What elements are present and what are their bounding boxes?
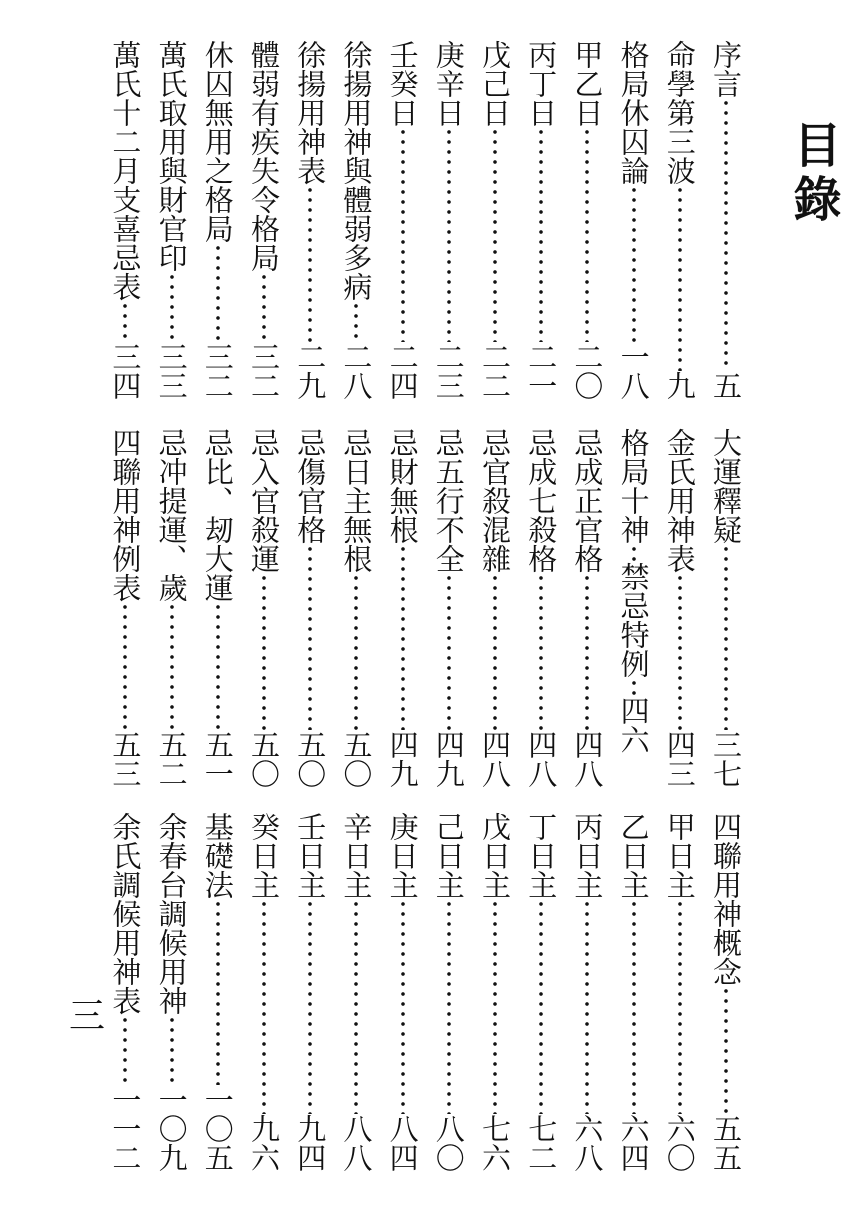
- dot-leader: [260, 272, 268, 342]
- entry-page-number: 六〇: [662, 1114, 697, 1172]
- entry-page-number: 五三: [108, 730, 143, 788]
- entry-title: 戊己日: [478, 40, 512, 127]
- dot-leader: [583, 899, 591, 1114]
- dot-leader: [722, 986, 730, 1114]
- toc-entry: [704, 812, 748, 1172]
- entry-title: 忌五行不全: [431, 428, 466, 573]
- page-title: 目錄: [785, 120, 841, 228]
- entry-title: 徐揚用神表: [293, 40, 328, 185]
- toc-entry: [334, 812, 378, 1172]
- toc-entry: [427, 428, 471, 788]
- entry-page-number: 一八: [616, 342, 651, 400]
- dot-leader: [537, 899, 545, 1114]
- entry-title: 余氏調候用神表: [108, 812, 143, 1015]
- dot-leader: [630, 185, 638, 342]
- entry-page-number: 五五: [709, 1114, 743, 1172]
- toc-entry: [473, 812, 517, 1172]
- toc-entry: [381, 40, 425, 400]
- dot-leader: [352, 573, 360, 730]
- dot-leader: [676, 573, 684, 730]
- entry-title: 丙日主: [570, 812, 605, 899]
- toc-entry: [381, 428, 425, 788]
- dot-leader: [491, 573, 499, 730]
- toc-entry: [704, 428, 748, 788]
- entry-title: 格局休囚論: [616, 40, 651, 185]
- entry-page-number: 一〇五: [200, 1085, 235, 1172]
- dot-leader: [491, 127, 499, 342]
- dot-leader: [352, 301, 360, 342]
- toc-entry: [150, 428, 194, 788]
- dot-leader: [121, 1015, 129, 1085]
- dot-leader: [306, 544, 314, 730]
- entry-title: 命學第三波: [662, 40, 697, 185]
- entry-title: 戊日主: [478, 812, 512, 899]
- entry-page-number: 四八: [478, 730, 512, 788]
- toc-column-3: [0, 812, 860, 1172]
- entry-page-number: 六八: [570, 1114, 605, 1172]
- entry-page-number: 二二: [478, 342, 512, 400]
- dot-leader: [399, 544, 407, 730]
- toc-entry: [565, 812, 609, 1172]
- toc-entry: [334, 40, 378, 400]
- entry-page-number: 三二: [247, 342, 281, 400]
- entry-title: 忌日主無根: [339, 428, 374, 573]
- dot-leader: [537, 573, 545, 730]
- toc-entry: [288, 812, 332, 1172]
- entry-page-number: 四九: [385, 730, 420, 788]
- entry-page-number: 二四: [385, 342, 420, 400]
- dot-leader: [583, 127, 591, 342]
- entry-page-number: 五二: [154, 730, 189, 788]
- entry-title: 忌比、刼大運: [200, 428, 235, 602]
- dot-leader: [583, 573, 591, 730]
- entry-page-number: 四八: [524, 730, 559, 788]
- toc-entry: [150, 40, 194, 400]
- toc-entry: [658, 812, 702, 1172]
- entry-page-number: 七二: [524, 1114, 559, 1172]
- entry-page-number: 六四: [616, 1114, 651, 1172]
- dot-leader: [676, 899, 684, 1114]
- dot-leader: [445, 899, 453, 1114]
- entry-title: 忌冲提運、歲: [154, 428, 189, 602]
- dot-leader: [630, 544, 638, 562]
- entry-title: 丁日主: [524, 812, 559, 899]
- entry-page-number: 二八: [339, 342, 374, 400]
- toc-entry: [288, 428, 332, 788]
- page-number: 三: [68, 996, 105, 1037]
- toc-entry: [103, 428, 147, 788]
- entry-page-number: 三三: [154, 342, 189, 400]
- entry-page-number: 四六: [616, 696, 651, 754]
- dot-leader: [214, 602, 222, 730]
- entry-page-number: 九六: [247, 1114, 281, 1172]
- entry-page-number: 八〇: [431, 1114, 466, 1172]
- entry-title: 體弱有疾失令格局: [247, 40, 281, 272]
- entry-page-number: 二三: [431, 342, 466, 400]
- dot-leader: [121, 602, 129, 730]
- dot-leader: [214, 243, 222, 342]
- toc-entry: [612, 40, 656, 400]
- entry-title: 金氏用神表: [662, 428, 697, 573]
- dot-leader: [399, 899, 407, 1114]
- entry-page-number: 七六: [478, 1114, 512, 1172]
- entry-title: 甲日主: [662, 812, 697, 899]
- entry-title: 四聯用神概念: [709, 812, 743, 986]
- dot-leader: [445, 127, 453, 342]
- entry-page-number: 九四: [293, 1114, 328, 1172]
- toc-entry: [473, 40, 517, 400]
- toc-entry: [658, 40, 702, 400]
- dot-leader: [722, 98, 730, 371]
- toc-entry: [519, 812, 563, 1172]
- entry-title: 大運釋疑: [709, 428, 743, 544]
- entry-page-number: 四九: [431, 730, 466, 788]
- toc-entry: [704, 40, 748, 400]
- entry-page-number: 二一: [524, 342, 559, 400]
- dot-leader: [537, 127, 545, 342]
- entry-title: 忌成正官格: [570, 428, 605, 573]
- entry-title: 辛日主: [339, 812, 374, 899]
- dot-leader: [722, 544, 730, 730]
- dot-leader: [260, 899, 268, 1114]
- entry-title: 格局十神: [616, 428, 651, 544]
- entry-page-number: 二〇: [570, 342, 605, 400]
- toc-entry: [196, 40, 240, 400]
- dot-leader: [214, 899, 222, 1085]
- toc-entry: [565, 428, 609, 788]
- entry-page-number: 五: [709, 371, 743, 400]
- entry-title: 忌傷官格: [293, 428, 328, 544]
- entry-title: 忌財無根: [385, 428, 420, 544]
- toc-entry: [473, 428, 517, 788]
- dot-leader: [352, 899, 360, 1114]
- dot-leader: [168, 602, 176, 730]
- entry-title: 庚辛日: [431, 40, 466, 127]
- toc-entry: [103, 40, 147, 400]
- dot-leader: [121, 301, 129, 342]
- toc-entry: [519, 428, 563, 788]
- entry-page-number: 二九: [293, 342, 328, 400]
- entry-title: 乙日主: [616, 812, 651, 899]
- entry-title: 余春台調候用神: [154, 812, 189, 1015]
- entry-page-number: 八四: [385, 1114, 420, 1172]
- toc-entry: [658, 428, 702, 788]
- entry-page-number: 九: [662, 371, 697, 400]
- toc-entry: [242, 812, 286, 1172]
- dot-leader: [630, 899, 638, 1114]
- entry-page-number: 一一二: [108, 1085, 143, 1172]
- entry-page-number: 五〇: [339, 730, 374, 788]
- entry-page-number: 三二: [200, 342, 235, 400]
- toc-entry: [196, 812, 240, 1172]
- entry-title: 壬癸日: [385, 40, 420, 127]
- dot-leader: [168, 1015, 176, 1085]
- toc-entry: [565, 40, 609, 400]
- entry-title: 壬日主: [293, 812, 328, 899]
- toc-entry: [427, 812, 471, 1172]
- toc-entry: [242, 428, 286, 788]
- dot-leader: [676, 185, 684, 371]
- entry-title: 序言: [709, 40, 743, 98]
- entry-title: 基礎法: [200, 812, 235, 899]
- toc-entry: [612, 428, 656, 788]
- entry-title: 徐揚用神與體弱多病: [339, 40, 374, 301]
- toc-column-1: [0, 40, 860, 400]
- entry-title: 忌官殺混雜: [478, 428, 512, 573]
- entry-page-number: 四三: [662, 730, 697, 788]
- toc-entry: [612, 812, 656, 1172]
- entry-page-number: 三四: [108, 342, 143, 400]
- entry-title: 庚日主: [385, 812, 420, 899]
- entry-title: 丙丁日: [524, 40, 559, 127]
- dot-leader: [445, 573, 453, 730]
- entry-title: 萬氏取用與財官印: [154, 40, 189, 272]
- entry-page-number: 五〇: [293, 730, 328, 788]
- toc-entry: [381, 812, 425, 1172]
- dot-leader: [630, 678, 638, 696]
- toc-column-2: [0, 428, 860, 788]
- toc-entry: [196, 428, 240, 788]
- entry-subtitle: 禁忌特例: [616, 562, 651, 678]
- entry-page-number: 一〇九: [154, 1085, 189, 1172]
- entry-title: 四聯用神例表: [108, 428, 143, 602]
- entry-page-number: 五〇: [247, 730, 281, 788]
- toc-entry: [334, 428, 378, 788]
- dot-leader: [260, 573, 268, 730]
- toc-entry: [150, 812, 194, 1172]
- entry-title: 癸日主: [247, 812, 281, 899]
- entry-title: 萬氏十二月支喜忌表: [108, 40, 143, 301]
- entry-title: 忌成七殺格: [524, 428, 559, 573]
- entry-title: 忌入官殺運: [247, 428, 281, 573]
- dot-leader: [399, 127, 407, 342]
- entry-title: 休囚無用之格局: [200, 40, 235, 243]
- toc-entry: [288, 40, 332, 400]
- entry-page-number: 三七: [709, 730, 743, 788]
- entry-title: 甲乙日: [570, 40, 605, 127]
- entry-page-number: 四八: [570, 730, 605, 788]
- entry-page-number: 八八: [339, 1114, 374, 1172]
- dot-leader: [306, 185, 314, 342]
- entry-page-number: 五一: [200, 730, 235, 788]
- toc-entry: [242, 40, 286, 400]
- entry-title: 己日主: [431, 812, 466, 899]
- dot-leader: [491, 899, 499, 1114]
- dot-leader: [306, 899, 314, 1114]
- dot-leader: [168, 272, 176, 342]
- toc-entry: [519, 40, 563, 400]
- toc-entry: [427, 40, 471, 400]
